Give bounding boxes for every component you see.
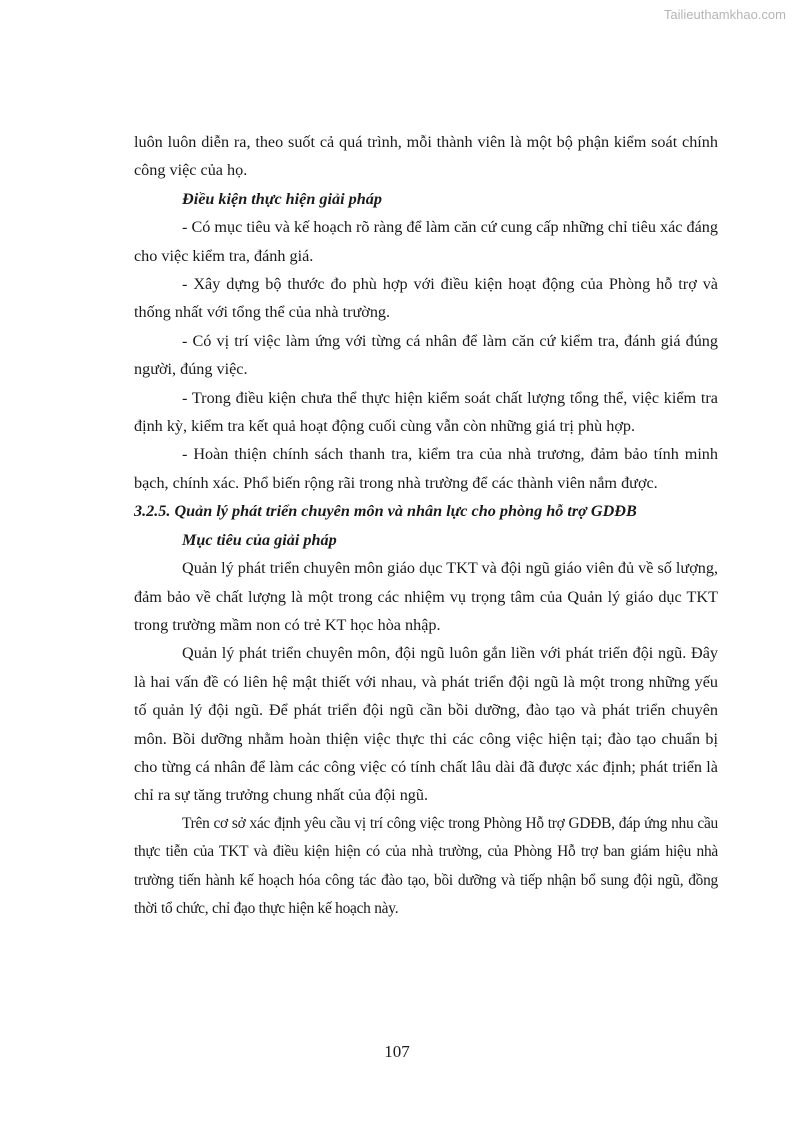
page-number: 107 <box>384 1042 410 1061</box>
subheading-conditions: Điều kiện thực hiện giải pháp <box>182 189 382 208</box>
watermark: Tailieuthamkhao.com <box>663 7 786 22</box>
paragraph: Quản lý phát triển chuyên môn, đội ngũ luôn gắn liền với phát triển đội ngũ. Đây là hai vấn đề có liên hệ mật thiết với nhau, và phát triển đội ngũ là một trong những yếu tố quản lý đội ngũ. Để phát triển đội ngũ cần bồi dưỡng, đào tạo và phát triển chuyên môn. Bồi dưỡng nhằm hoàn thiện việc thực thi các công việc hiện tại; đào tạo chuẩn bị cho từng cá nhân để làm các công việc có tính chất lâu dài đã được xác định; phát triển là chỉ ra sự tăng trưởng chung nhất của đội ngũ. <box>134 644 718 805</box>
subheading-objective: Mục tiêu của giải pháp <box>182 530 337 549</box>
list-item: - Trong điều kiện chưa thể thực hiện kiểm soát chất lượng tổng thể, việc kiểm tra định kỳ, kiểm tra kết quả hoạt động cuối cùng vẫn còn những giá trị phù hợp. <box>134 388 718 436</box>
list-item: - Xây dựng bộ thước đo phù hợp với điều kiện hoạt động của Phòng hỗ trợ và thống nhất với tổng thể của nhà trường. <box>134 275 718 322</box>
section-heading: 3.2.5. Quản lý phát triển chuyên môn và nhân lực cho phòng hỗ trợ GDĐB <box>134 502 637 521</box>
body-text <box>134 128 718 923</box>
list-item: - Hoàn thiện chính sách thanh tra, kiểm tra của nhà trương, đảm bảo tính minh bạch, chính xác. Phổ biến rộng rãi trong nhà trường để các thành viên nắm được. <box>134 445 718 492</box>
paragraph: Trên cơ sở xác định yêu cầu vị trí công việc trong Phòng Hỗ trợ GDĐB, đáp ứng nhu cầu thực tiễn của TKT và điều kiện hiện có của nhà trường, của Phòng Hỗ trợ ban giám hiệu nhà trường tiến hành kế hoạch hóa công tác đào tạo, bồi dưỡng và tiếp nhận bổ sung đội ngũ, đồng thời tổ chức, chỉ đạo thực hiện kế hoạch này. <box>134 814 718 917</box>
paragraph-continuation: luôn luôn diễn ra, theo suốt cả quá trình, mỗi thành viên là một bộ phận kiểm soát chính công việc của họ. <box>134 133 718 180</box>
list-item: - Có vị trí việc làm ứng với từng cá nhân để làm căn cứ kiểm tra, đánh giá đúng người, đúng việc. <box>134 331 718 379</box>
paragraph: Quản lý phát triển chuyên môn giáo dục TKT và đội ngũ giáo viên đủ về số lượng, đảm bảo về chất lượng là một trong các nhiệm vụ trọng tâm của Quản lý giáo dục TKT trong trường mầm non có trẻ KT học hòa nhập. <box>134 559 718 634</box>
list-item: - Có mục tiêu và kế hoạch rõ ràng để làm căn cứ cung cấp những chỉ tiêu xác đáng cho việc kiểm tra, đánh giá. <box>134 218 718 265</box>
